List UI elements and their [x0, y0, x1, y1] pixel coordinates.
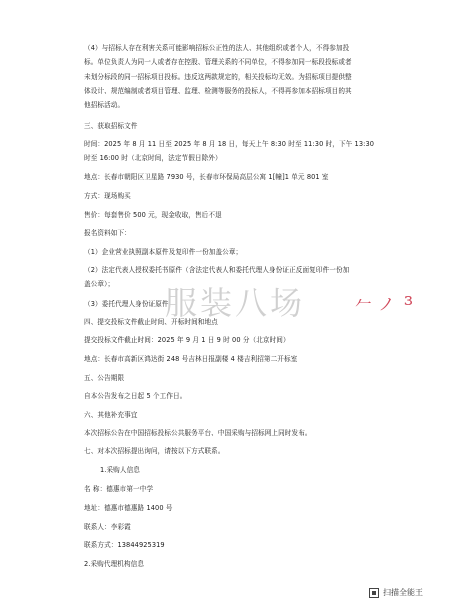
text-line: 售价：每套售价 500 元，现金收取，售后不退 — [84, 211, 222, 219]
text-line: 时至 16:00 时（北京时间，法定节假日除外） — [84, 154, 222, 162]
section-heading: 四、提交投标文件截止时间、开标时间和地点 — [84, 318, 218, 326]
section-heading: 六、其他补充事宜 — [84, 411, 138, 419]
scanner-logo-icon — [369, 588, 379, 598]
subsection-heading: 1.采购人信息 — [100, 466, 140, 474]
text-line: （2）法定代表人授权委托书原件（含法定代表人和委托代理人身份证正反面复印件一份加 — [84, 266, 350, 274]
text-line: 未划分标段的同一招标项目投标。违反这两款规定的，相关投标均无效。为招标项目提供整 — [84, 73, 352, 81]
watermark-text: 服装八场 — [165, 284, 306, 322]
red-stamp-mark: ノ — [378, 295, 395, 315]
section-heading: 五、公告期限 — [84, 374, 125, 382]
section-heading: 三、获取招标文件 — [84, 122, 138, 130]
text-line: （3）委托代理人身份证原件 — [84, 300, 169, 308]
subsection-heading: 2.采购代理机构信息 — [84, 560, 145, 568]
text-line: 名 称：德惠市第一中学 — [84, 485, 154, 493]
text-line: 他招标活动。 — [84, 101, 125, 109]
text-line: 盖公章）； — [84, 280, 115, 288]
text-line: （4）与招标人存在利害关系可能影响招标公正性的法人、其他组织或者个人，不得参加投 — [84, 44, 350, 52]
red-stamp-mark: ɜ — [404, 290, 413, 310]
text-line: 方式：现场购买 — [84, 192, 131, 200]
text-line: 地址：德惠市德惠路 1400 号 — [84, 504, 173, 512]
text-line: 七、对本次招标提出询问，请按以下方式联系。 — [84, 447, 225, 455]
text-line: 报名资料如下： — [84, 229, 131, 237]
text-line: 自本公告发布之日起 5 个工作日。 — [84, 392, 187, 400]
scanner-app-label: 扫描全能王 — [383, 588, 423, 597]
text-line: 时间：2025 年 8 月 11 日至 2025 年 8 月 18 日，每天上午 8:30 时至 11:30 时，下午 13:30 — [84, 140, 375, 148]
text-line: 本次招标公告在中国招标投标公共服务平台、中国采购与招标网上同时发布。 — [84, 429, 312, 437]
text-line: （1）企业营业执照副本原件及复印件一份加盖公章； — [84, 248, 243, 256]
red-stamp-mark: 𠂉 — [355, 295, 372, 315]
text-line: 联系人：李彩霞 — [84, 523, 131, 531]
text-line: 体设计、规范编制或者项目管理、监理、检测等服务的投标人，不得再参加本招标项目的其 — [84, 87, 352, 95]
text-line: 地点：长春市朝阳区卫星路 7930 号，长春市环保局高层公寓 1[幢]1 单元 801 室 — [84, 173, 329, 181]
text-line: 提交投标文件截止时间：2025 年 9 月 1 日 9 时 00 分（北京时间） — [84, 336, 290, 344]
text-line: 标。单位负责人为同一人或者存在控股、管理关系的不同单位，不得参加同一标段投标或者 — [84, 58, 352, 66]
text-line: 地点：长春市高新区鸿达街 248 号吉林日报副楼 4 楼吉利招第二开标室 — [84, 355, 298, 363]
text-line: 联系方式：13844925319 — [84, 541, 165, 549]
